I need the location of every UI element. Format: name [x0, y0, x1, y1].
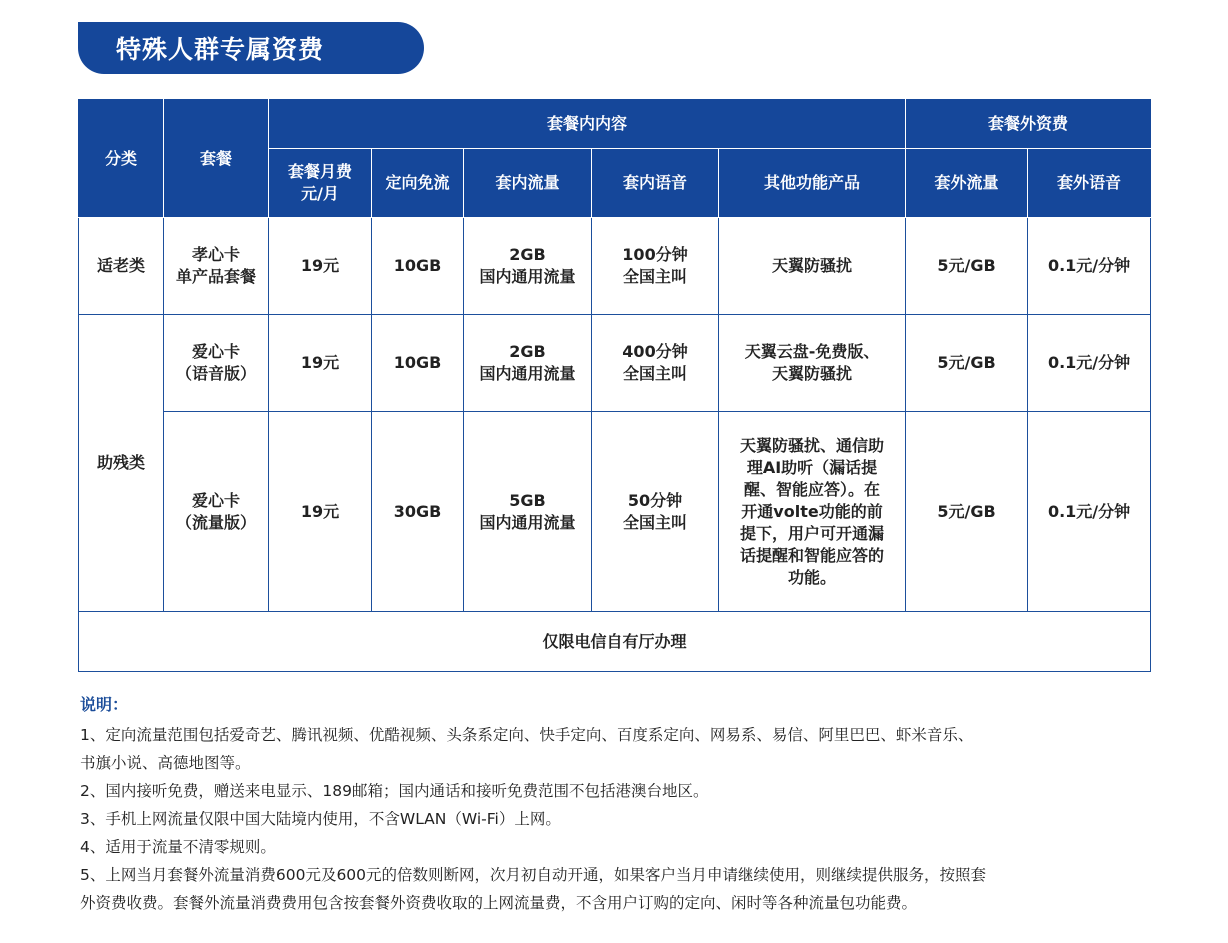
table-footer: 仅限电信自有厅办理: [79, 612, 1151, 672]
extra-voice-cell: 0.1元/分钟: [1028, 412, 1151, 612]
notes-section: [80, 692, 1160, 917]
extra-data-cell: 5元/GB: [906, 218, 1028, 315]
note-item: 3、手机上网流量仅限中国大陆境内使用，不含WLAN（Wi-Fi）上网。: [80, 810, 561, 828]
note-item: 5、上网当月套餐外流量消费600元及600元的倍数则断网，次月初自动开通，如果客户当月申请继续使用，则继续提供服务，按照套: [80, 866, 987, 884]
directed-cell: 10GB: [372, 315, 464, 412]
other-line: 开通volte功能的前: [741, 501, 883, 521]
header-extra-voice: 套外语音: [1028, 149, 1151, 218]
other-line: 功能。: [788, 567, 837, 587]
note-item: 2、国内接听免费，赠送来电显示、189邮箱；国内通话和接听免费范围不包括港澳台地区。: [80, 782, 709, 800]
other-cell: [719, 412, 906, 612]
table-footer-row: [79, 612, 1151, 672]
voice-minutes: 100分钟: [622, 245, 688, 264]
fee-cell: 19元: [269, 218, 372, 315]
extra-voice-cell: 0.1元/分钟: [1028, 218, 1151, 315]
other-cell: [719, 315, 906, 412]
extra-data-cell: 5元/GB: [906, 315, 1028, 412]
plan-name: 爱心卡: [191, 342, 240, 361]
plan-name: 孝心卡: [191, 245, 240, 264]
voice-cell: [592, 218, 719, 315]
extra-voice-cell: 0.1元/分钟: [1028, 315, 1151, 412]
plan-cell: [164, 412, 269, 612]
plan-name: 爱心卡: [191, 490, 240, 510]
data-cell: [464, 218, 592, 315]
other-line: 天翼防骚扰: [772, 364, 853, 383]
table-row: [79, 218, 1151, 315]
note-item: 书旗小说、高德地图等。: [80, 754, 251, 772]
plan-cell: [164, 315, 269, 412]
page-title: 特殊人群专属资费: [78, 22, 424, 74]
plan-variant: 单产品套餐: [175, 267, 256, 286]
voice-scope: 全国主叫: [622, 512, 687, 532]
other-line: 天翼云盘-免费版、: [744, 342, 880, 361]
data-scope: 国内通用流量: [479, 267, 576, 286]
header-extra-data: 套外流量: [906, 149, 1028, 218]
voice-cell: [592, 412, 719, 612]
note-item: 4、适用于流量不清零规则。: [80, 838, 276, 856]
data-scope: 国内通用流量: [479, 364, 576, 383]
extra-data-cell: 5元/GB: [906, 412, 1028, 612]
data-amount: 5GB: [509, 490, 546, 510]
header-other: 其他功能产品: [719, 149, 906, 218]
other-line: 理AI助听（漏话提: [746, 457, 878, 477]
voice-cell: [592, 315, 719, 412]
other-line: 话提醒和智能应答的: [740, 545, 885, 565]
header-monthly-fee-line1: 套餐月费: [287, 162, 352, 181]
directed-cell: 10GB: [372, 218, 464, 315]
header-plan: 套餐: [164, 100, 269, 218]
category-cell: 助残类: [79, 315, 164, 612]
table-row: [79, 412, 1151, 612]
plan-cell: [164, 218, 269, 315]
plan-variant: （语音版）: [175, 364, 256, 383]
other-line: 醒、智能应答）。在: [744, 479, 881, 499]
data-amount: 2GB: [509, 342, 546, 361]
header-monthly-fee: [269, 149, 372, 218]
voice-scope: 全国主叫: [622, 267, 687, 286]
fee-cell: 19元: [269, 412, 372, 612]
header-monthly-fee-line2: 元/月: [301, 184, 339, 203]
directed-cell: 30GB: [372, 412, 464, 612]
tariff-table: [78, 99, 1151, 672]
header-voice: 套内语音: [592, 149, 719, 218]
other-cell: 天翼防骚扰: [719, 218, 906, 315]
other-line: 提下，用户可开通漏: [740, 523, 885, 543]
voice-scope: 全国主叫: [622, 364, 687, 383]
fee-cell: 19元: [269, 315, 372, 412]
header-extra: 套餐外资费: [906, 100, 1151, 149]
note-item: 外资费收费。套餐外流量消费费用包含按套餐外资费收取的上网流量费，不含用户订购的定向、闲时等各种流量包功能费。: [80, 894, 918, 912]
voice-minutes: 50分钟: [627, 490, 683, 510]
data-cell: [464, 315, 592, 412]
notes-heading: 说明：: [80, 695, 129, 714]
table-row: [79, 315, 1151, 412]
header-data: 套内流量: [464, 149, 592, 218]
category-cell: 适老类: [79, 218, 164, 315]
plan-variant: （流量版）: [175, 512, 256, 532]
header-included: 套餐内内容: [269, 100, 906, 149]
other-line: 天翼防骚扰、通信助: [740, 435, 885, 455]
header-category: 分类: [79, 100, 164, 218]
data-cell: [464, 412, 592, 612]
data-amount: 2GB: [509, 245, 546, 264]
note-item: 1、定向流量范围包括爱奇艺、腾讯视频、优酷视频、头条系定向、快手定向、百度系定向、网易系、易信、阿里巴巴、虾米音乐、: [80, 726, 974, 744]
header-directed-free: 定向免流: [372, 149, 464, 218]
data-scope: 国内通用流量: [479, 512, 576, 532]
voice-minutes: 400分钟: [622, 342, 688, 361]
